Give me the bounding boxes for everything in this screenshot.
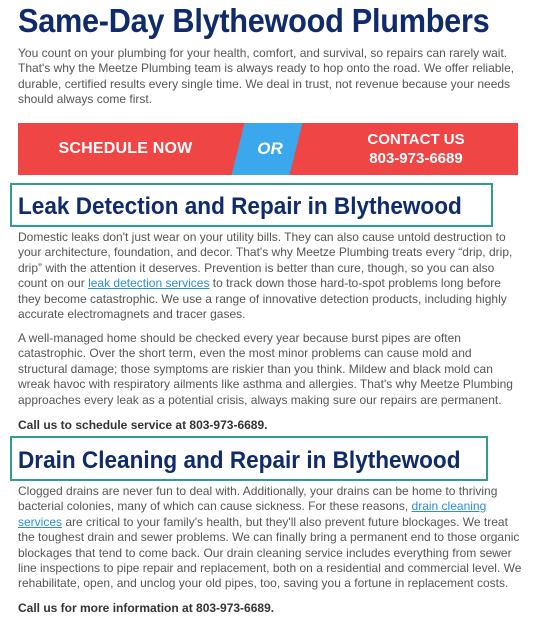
contact-us-label: CONTACT US (367, 131, 465, 148)
contact-us-button[interactable] (314, 123, 518, 175)
drain-p1-text-b: are critical to your family's health, but they'll also prevent future blockages. We treat the toughest drain and sewer problems. We can finally bring a permanent end to those organic blockages that tend to come back. Our drain cleaning service includes everything from sewer line inspections to pipe repair and replacement, both on a residential and commercial level. We rehabilitate, open, and unclog your old pipes, too, saving you a fortune in replacement costs. (18, 514, 522, 591)
drain-cleaning-link[interactable]: drain cleaning services (18, 499, 487, 529)
leak-call-to-action: Call us to schedule service at 803-973-6689. (18, 418, 268, 432)
or-label: OR (257, 139, 283, 158)
intro-paragraph: You count on your plumbing for your health, comfort, and survival, so repairs can rarely wait. That's why the Meetze Plumbing team is always ready to hop onto the road. We offer reliable, durable, certified results every single time. We deal in trust, not revenue because your needs should always come first. (18, 46, 515, 107)
leak-p1-text-b: to track down those hard-to-spot problems long before they become catastrophic. We use a range of innovative detection products, including highly accurate electromagnets and tracer gases. (18, 276, 507, 322)
schedule-now-button[interactable]: SCHEDULE NOW (58, 140, 193, 157)
leak-section-heading: Leak Detection and Repair in Blythewood (18, 193, 462, 220)
leak-paragraph-1 (18, 230, 523, 322)
leak-paragraph-2: A well-managed home should be checked every year because burst pipes are often catastrophic. Over the short term, even the most minor problems can cause mold and structural damage; those symptoms are riskier than you think. Mildew and black mold can wreak havoc with respiratory ailments like asthma and allergies. That's why Meetze Plumbing approaches every leak as a potential crisis, always making sure our repairs are permanent. (18, 331, 513, 407)
drain-p1-text-a: Clogged drains are never fun to deal with. Additionally, your drains can be home to thriving bacterial colonies, many of which can cause sickness. For these reasons, (18, 484, 498, 514)
drain-call-to-action: Call us for more information at 803-973-6689. (18, 601, 275, 615)
cta-banner (18, 123, 518, 175)
leak-detection-link[interactable]: leak detection services (88, 276, 210, 291)
leak-p1-text-a: Domestic leaks don't just wear on your utility bills. They can also cause untold destruction to your architecture, foundation, and decor. That's why Meetze Plumbing treats every “drip, drip, drip” with the attention it deserves. Prevention is better than cure, though, so you can also count on our (18, 230, 513, 291)
drain-paragraph-1 (18, 484, 523, 592)
drain-section-heading: Drain Cleaning and Repair in Blythewood (18, 447, 461, 474)
contact-phone: 803-973-6689 (369, 150, 463, 167)
page-title: Same-Day Blythewood Plumbers (18, 2, 490, 39)
